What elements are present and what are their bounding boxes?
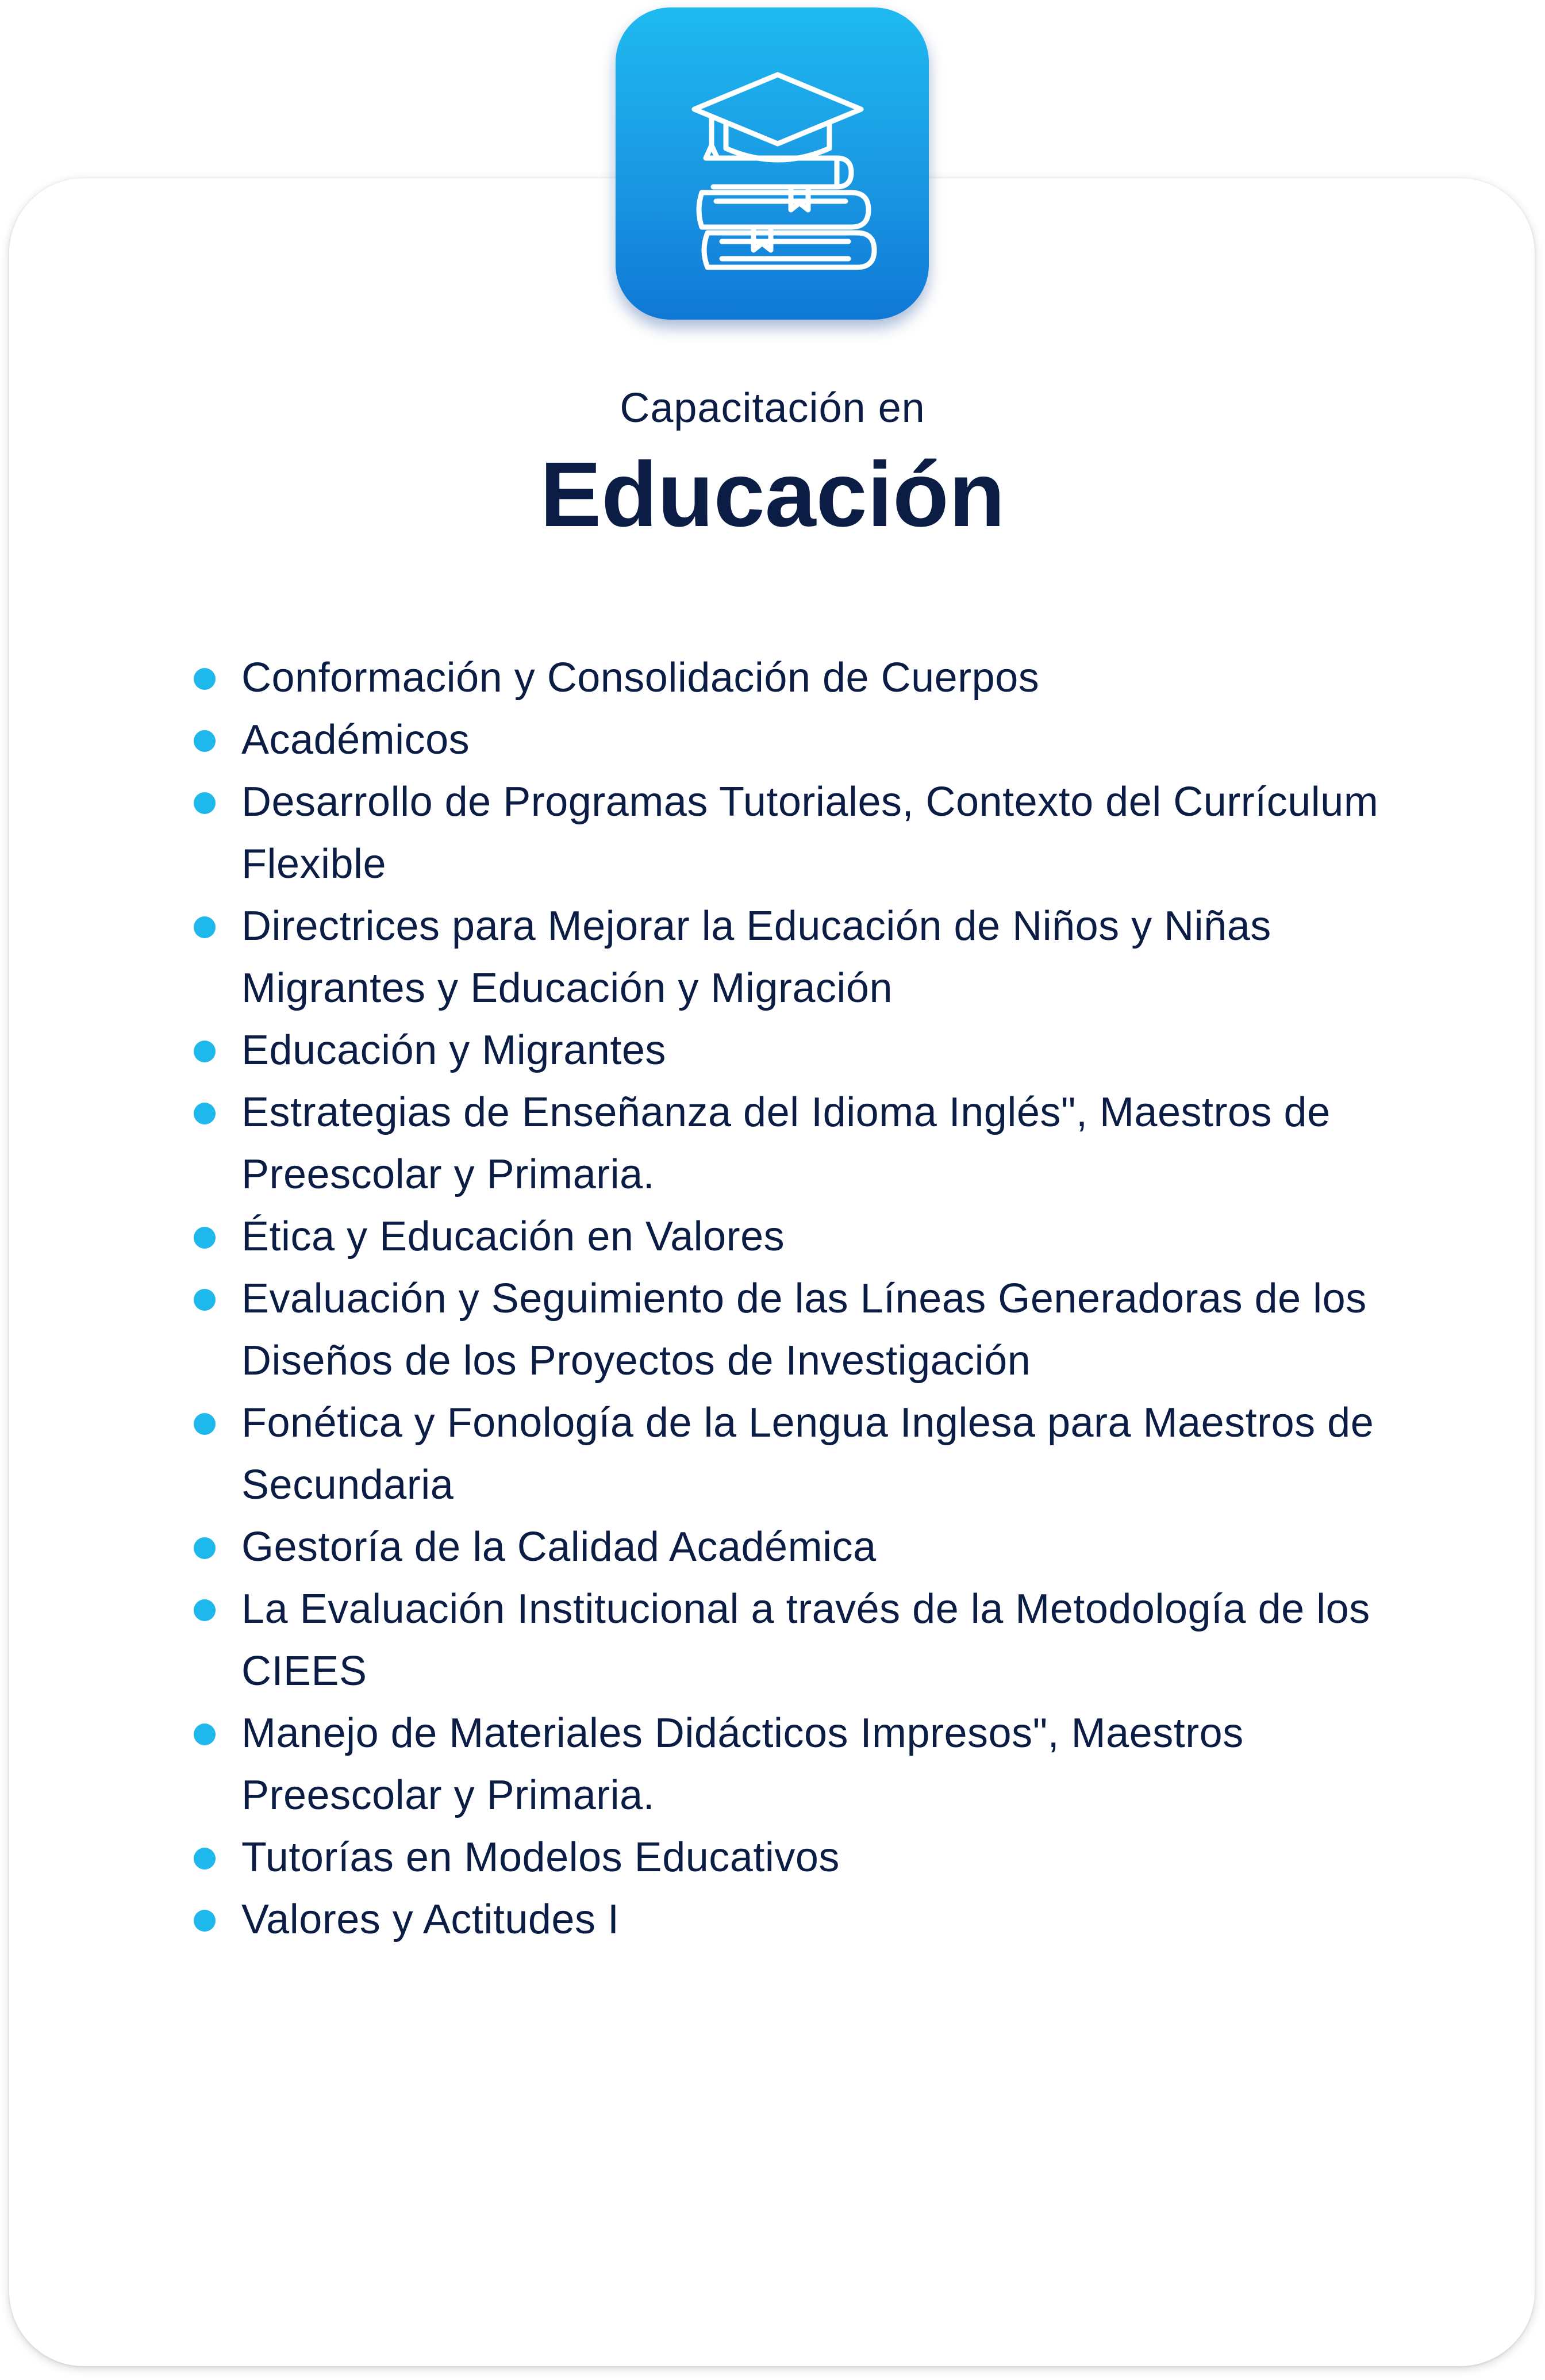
list-item-label: Conformación y Consolidación de Cuerpos [241, 655, 1040, 701]
list-item-label: Desarrollo de Programas Tutoriales, Contexto del Currículum Flexible [241, 779, 1379, 887]
list-item-label: Manejo de Materiales Didácticos Impresos", Maestros Preescolar y Primaria. [241, 1710, 1244, 1818]
bullet-dot-icon [194, 1289, 216, 1311]
list-item [241, 1206, 1391, 1268]
list-item-label: Fonética y Fonología de la Lengua Inglesa para Maestros de Secundaria [241, 1400, 1374, 1508]
list-item-label: Gestoría de la Calidad Académica [241, 1524, 877, 1570]
bullet-dot-icon [194, 916, 216, 938]
list-item-label: Académicos [241, 717, 470, 763]
list-item [241, 1268, 1391, 1392]
topic-list [241, 647, 1391, 1951]
list-item-label: Ética y Educación en Valores [241, 1214, 785, 1260]
page-title: Educación [540, 443, 1005, 546]
list-item [241, 1019, 1391, 1081]
bullet-dot-icon [194, 1041, 216, 1062]
bullet-dot-icon [194, 1413, 216, 1435]
bullet-dot-icon [194, 1537, 216, 1559]
list-item-label: Educación y Migrantes [241, 1027, 666, 1073]
list-item-label: Directrices para Mejorar la Educación de Niños y Niñas Migrantes y Educación y Migración [241, 903, 1271, 1011]
bullet-dot-icon [194, 1599, 216, 1621]
list-item [241, 1826, 1391, 1888]
list-item [241, 1081, 1391, 1206]
list-item [241, 1392, 1391, 1516]
pretitle: Capacitación en [620, 385, 925, 431]
list-item [241, 895, 1391, 1019]
bullet-dot-icon [194, 1227, 216, 1249]
bullet-dot-icon [194, 668, 216, 690]
list-item [241, 1578, 1391, 1702]
list-item [241, 1702, 1391, 1826]
list-item [241, 1516, 1391, 1578]
bullet-dot-icon [194, 1910, 216, 1932]
list-item-label: Evaluación y Seguimiento de las Líneas Generadoras de los Diseños de los Proyectos de Investigación [241, 1276, 1367, 1384]
bullet-dot-icon [194, 792, 216, 814]
graduation-cap-books-icon [616, 7, 929, 320]
bullet-dot-icon [194, 1723, 216, 1745]
list-item-label: La Evaluación Institucional a través de la Metodología de los CIEES [241, 1586, 1370, 1694]
bullet-dot-icon [194, 1103, 216, 1124]
list-item-label: Estrategias de Enseñanza del Idioma Inglés", Maestros de Preescolar y Primaria. [241, 1089, 1331, 1197]
bullet-dot-icon [194, 730, 216, 752]
education-icon-tile [616, 7, 929, 320]
list-item-label: Tutorías en Modelos Educativos [241, 1834, 840, 1880]
list-item [241, 709, 1391, 771]
list-item-label: Valores y Actitudes I [241, 1897, 620, 1943]
list-item [241, 771, 1391, 895]
list-item [241, 1888, 1391, 1951]
list-item [241, 647, 1391, 709]
bullet-dot-icon [194, 1848, 216, 1870]
